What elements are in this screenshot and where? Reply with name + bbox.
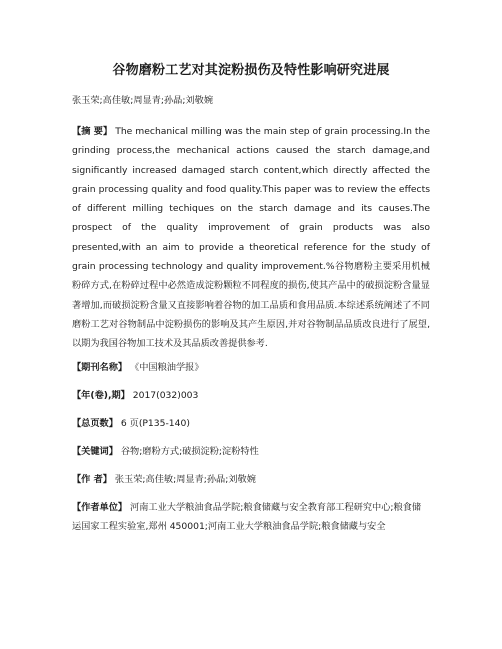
journal-value: 《中国粮油学报》 <box>130 361 204 373</box>
author-label: 【作 者】 <box>72 473 112 485</box>
affiliation-value: 河南工业大学粮油食品学院;粮食储藏与安全教育部工程研究中心;粮食储运国家工程实验室,郑州 450001;河南工业大学粮油食品学院;粮食储藏与安全 <box>72 501 422 532</box>
affiliation-label: 【作者单位】 <box>72 501 128 513</box>
journal-label: 【期刊名称】 <box>72 361 128 373</box>
pages-row <box>72 414 430 433</box>
keywords-row <box>72 442 430 461</box>
affiliation-row <box>72 498 430 537</box>
paper-title: 谷物磨粉工艺对其淀粉损伤及特性影响研究进展 <box>112 63 390 78</box>
pages-value: 6 页(P135-140) <box>120 417 190 429</box>
abstract-text: The mechanical milling was the main step of grain processing.In the grinding process,the mechanical actions caused the starch damage,and significantly increased damaged starch content,which directly affected the grain processing quality and food quality.This paper was to review the effects of different milling techiques on the starch damage and its causes.The prospect of the quality improvement of grain products was also presented,with an aim to provide a theoretical reference for the study of grain processing technology and quality improvement.%谷物磨粉主要采用机械粉碎方式,在粉碎过程中必然造成淀粉颗粒不同程度的损伤,使其产品中的破损淀粉含量显著增加,而破损淀粉含量又直接影响着谷物的加工品质和食用品质.本综述系统阐述了不同磨粉工艺对谷物制品中淀粉损伤的影响及其产生原因,并对谷物制品品质改良进行了展望,以期为我国谷物加工技术及其品质改善提供参考. <box>72 126 430 350</box>
author-list: 张玉荣;高佳敏;周显青;孙晶;刘敬婉 <box>72 95 214 106</box>
year-value: 2017(032)003 <box>132 389 199 401</box>
year-row <box>72 386 430 405</box>
author-row <box>72 470 430 489</box>
year-label: 【年(卷),期】 <box>72 389 130 401</box>
pages-label: 【总页数】 <box>72 417 118 429</box>
author-value: 张玉荣;高佳敏;周显青;孙晶;刘敬婉 <box>114 473 256 485</box>
abstract-label: 【摘 要】 <box>72 126 113 137</box>
keywords-value: 谷物;磨粉方式;破损淀粉;淀粉特性 <box>120 445 259 457</box>
journal-row <box>72 358 430 377</box>
abstract-block <box>72 122 430 354</box>
keywords-label: 【关键词】 <box>72 445 118 457</box>
